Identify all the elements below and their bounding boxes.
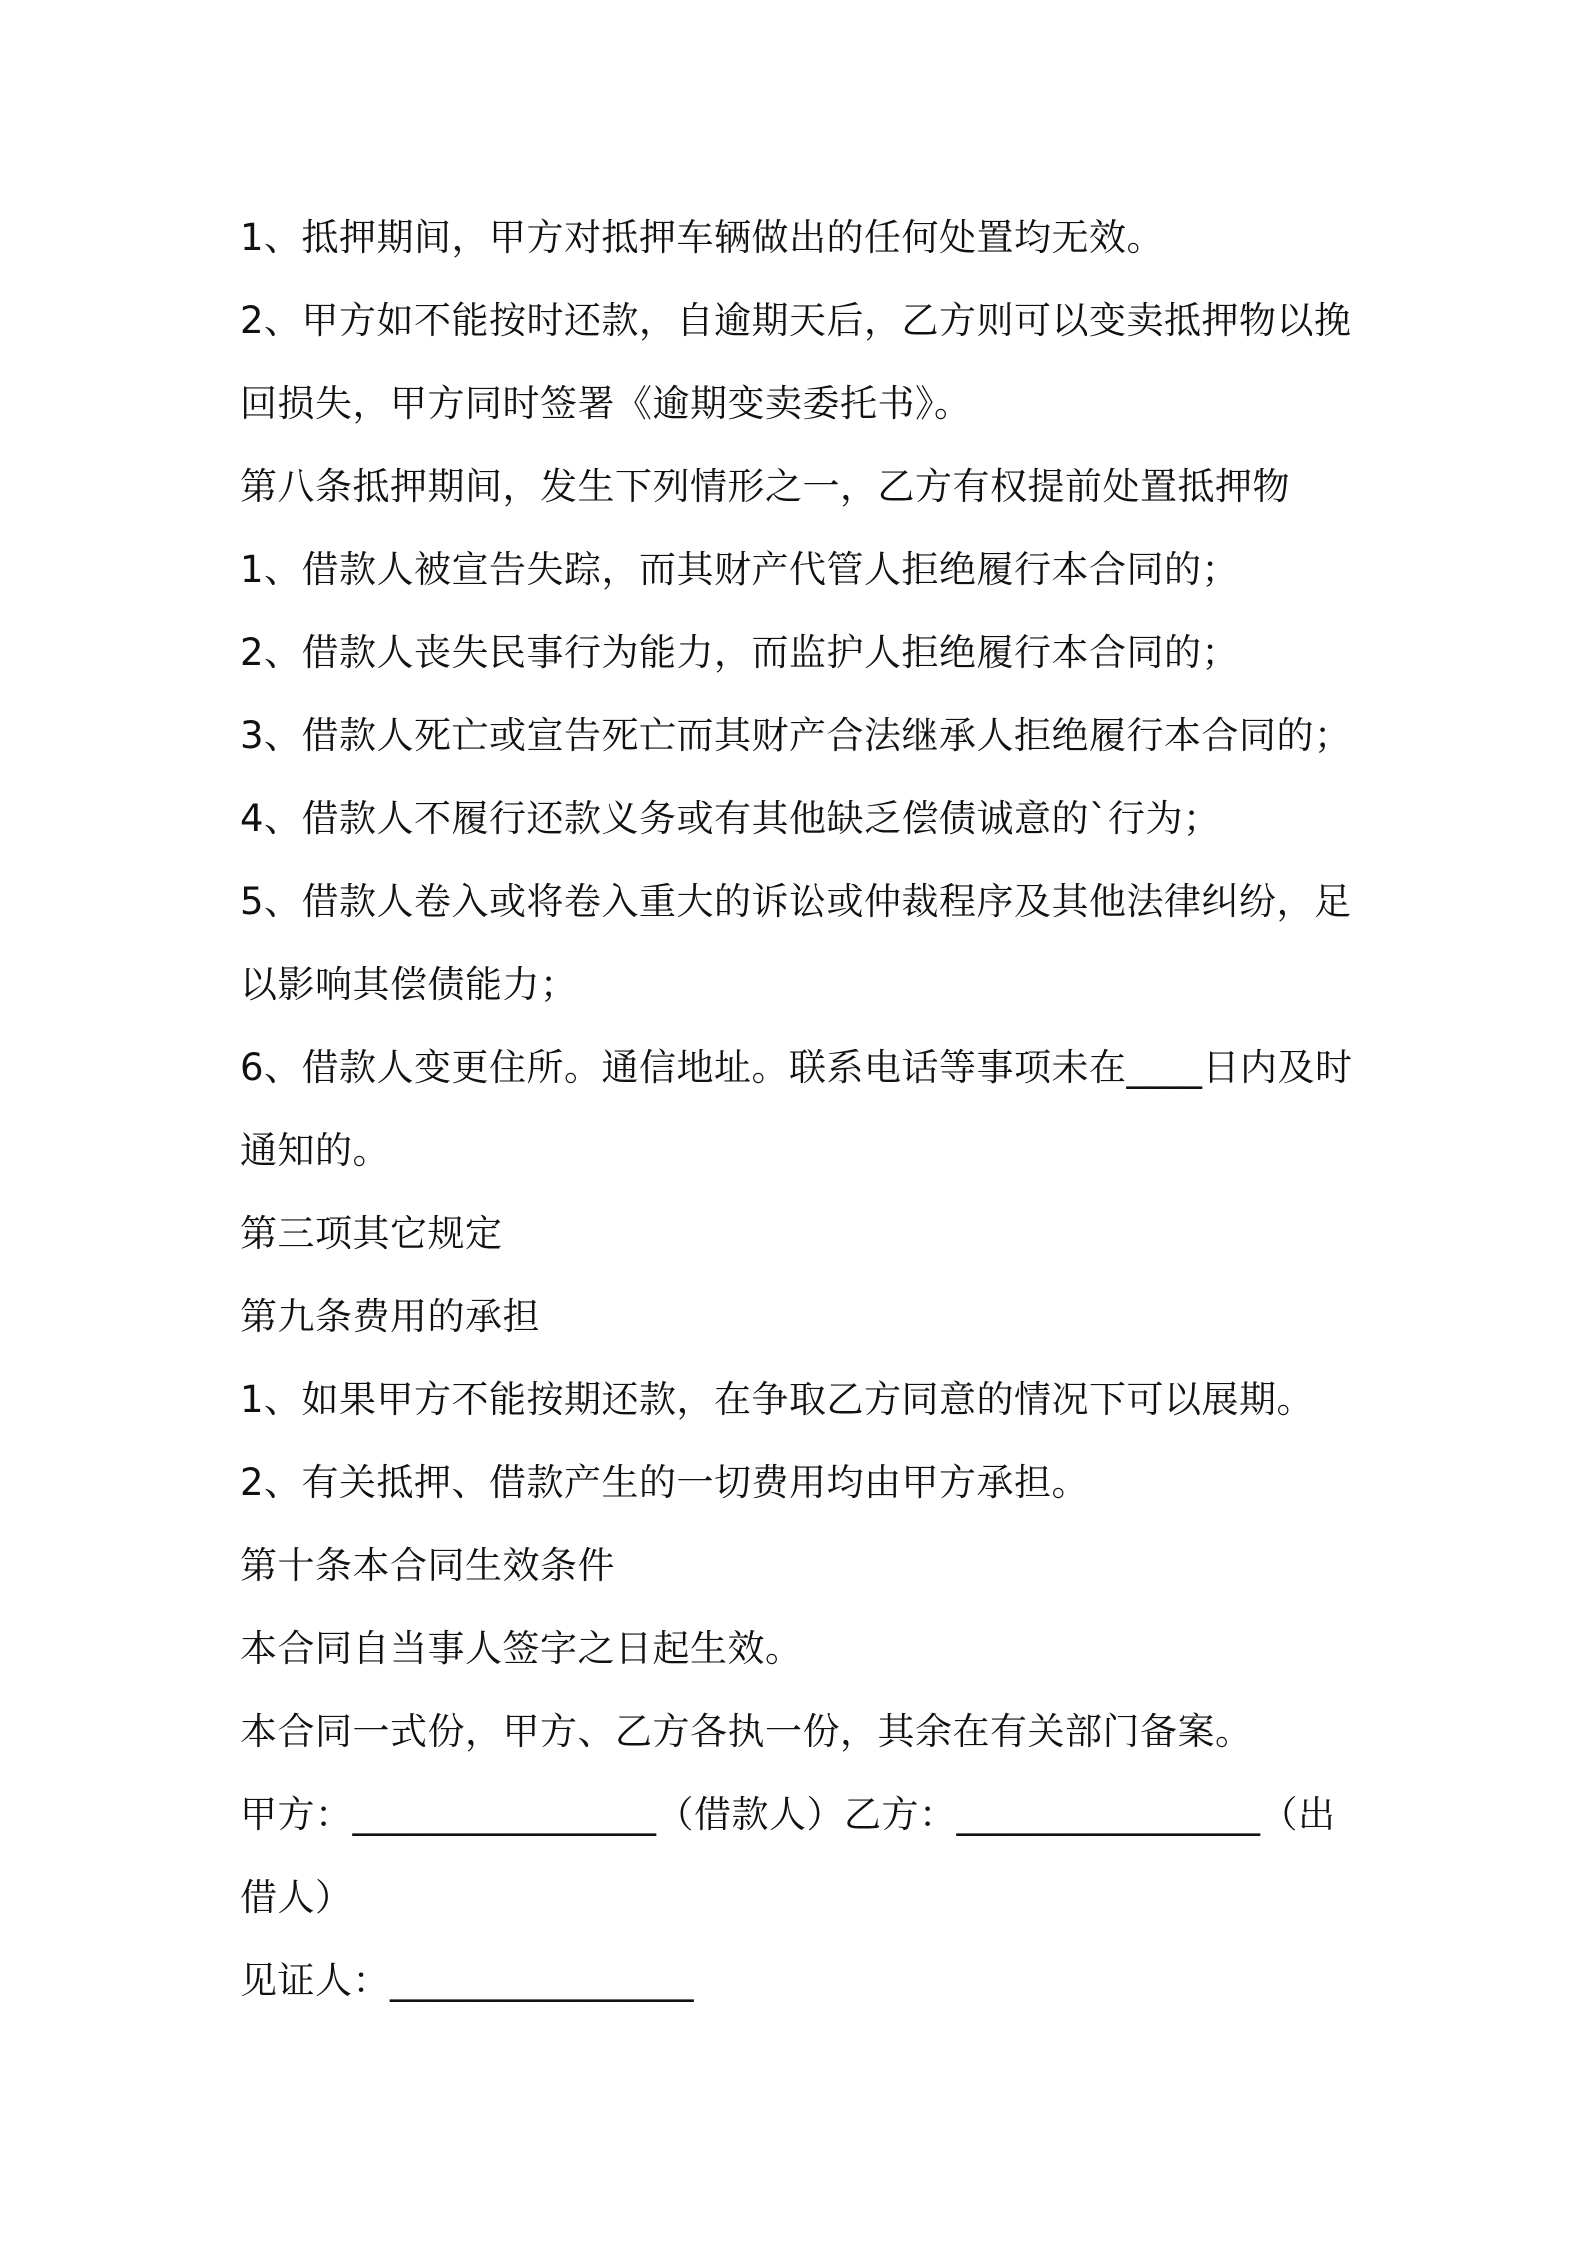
document-body	[240, 196, 1353, 2022]
clause-7-item-2-cont: 回损失，甲方同时签署《逾期变卖委托书》。	[240, 382, 972, 425]
article-9-item-2: 2、有关抵押、借款产生的一切费用均由甲方承担。	[240, 1461, 1090, 1504]
article-8-item-5-cont: 以影响其偿债能力；	[240, 963, 578, 1006]
signature-parties-cont: 借人）	[240, 1876, 353, 1919]
article-10-text-2: 本合同一式份，甲方、乙方各执一份，其余在有关部门备案。	[240, 1710, 1253, 1753]
article-8-item-5: 5、借款人卷入或将卷入重大的诉讼或仲裁程序及其他法律纠纷，足	[240, 880, 1352, 923]
article-10-text-1: 本合同自当事人签字之日起生效。	[240, 1627, 803, 1670]
article-8-heading: 第八条抵押期间，发生下列情形之一，乙方有权提前处置抵押物	[240, 465, 1290, 508]
article-8-item-6: 6、借款人变更住所。通信地址。联系电话等事项未在____日内及时	[240, 1046, 1353, 1089]
signature-witness: 见证人：________________	[240, 1959, 694, 2002]
article-8-item-2: 2、借款人丧失民事行为能力，而监护人拒绝履行本合同的；	[240, 631, 1240, 674]
clause-7-item-2: 2、甲方如不能按时还款，自逾期天后，乙方则可以变卖抵押物以挽	[240, 299, 1352, 342]
section-3-heading: 第三项其它规定	[240, 1212, 503, 1255]
clause-7-item-1: 1、抵押期间，甲方对抵押车辆做出的任何处置均无效。	[240, 216, 1165, 259]
article-9-item-1: 1、如果甲方不能按期还款，在争取乙方同意的情况下可以展期。	[240, 1378, 1315, 1421]
article-10-heading: 第十条本合同生效条件	[240, 1544, 615, 1587]
article-9-heading: 第九条费用的承担	[240, 1295, 540, 1338]
article-8-item-1: 1、借款人被宣告失踪，而其财产代管人拒绝履行本合同的；	[240, 548, 1240, 591]
article-8-item-6-cont: 通知的。	[240, 1129, 390, 1172]
article-8-item-3: 3、借款人死亡或宣告死亡而其财产合法继承人拒绝履行本合同的；	[240, 714, 1352, 757]
article-8-item-4: 4、借款人不履行还款义务或有其他缺乏偿债诚意的`行为；	[240, 797, 1221, 840]
signature-parties: 甲方：________________（借款人）乙方：________________（出	[240, 1793, 1336, 1836]
